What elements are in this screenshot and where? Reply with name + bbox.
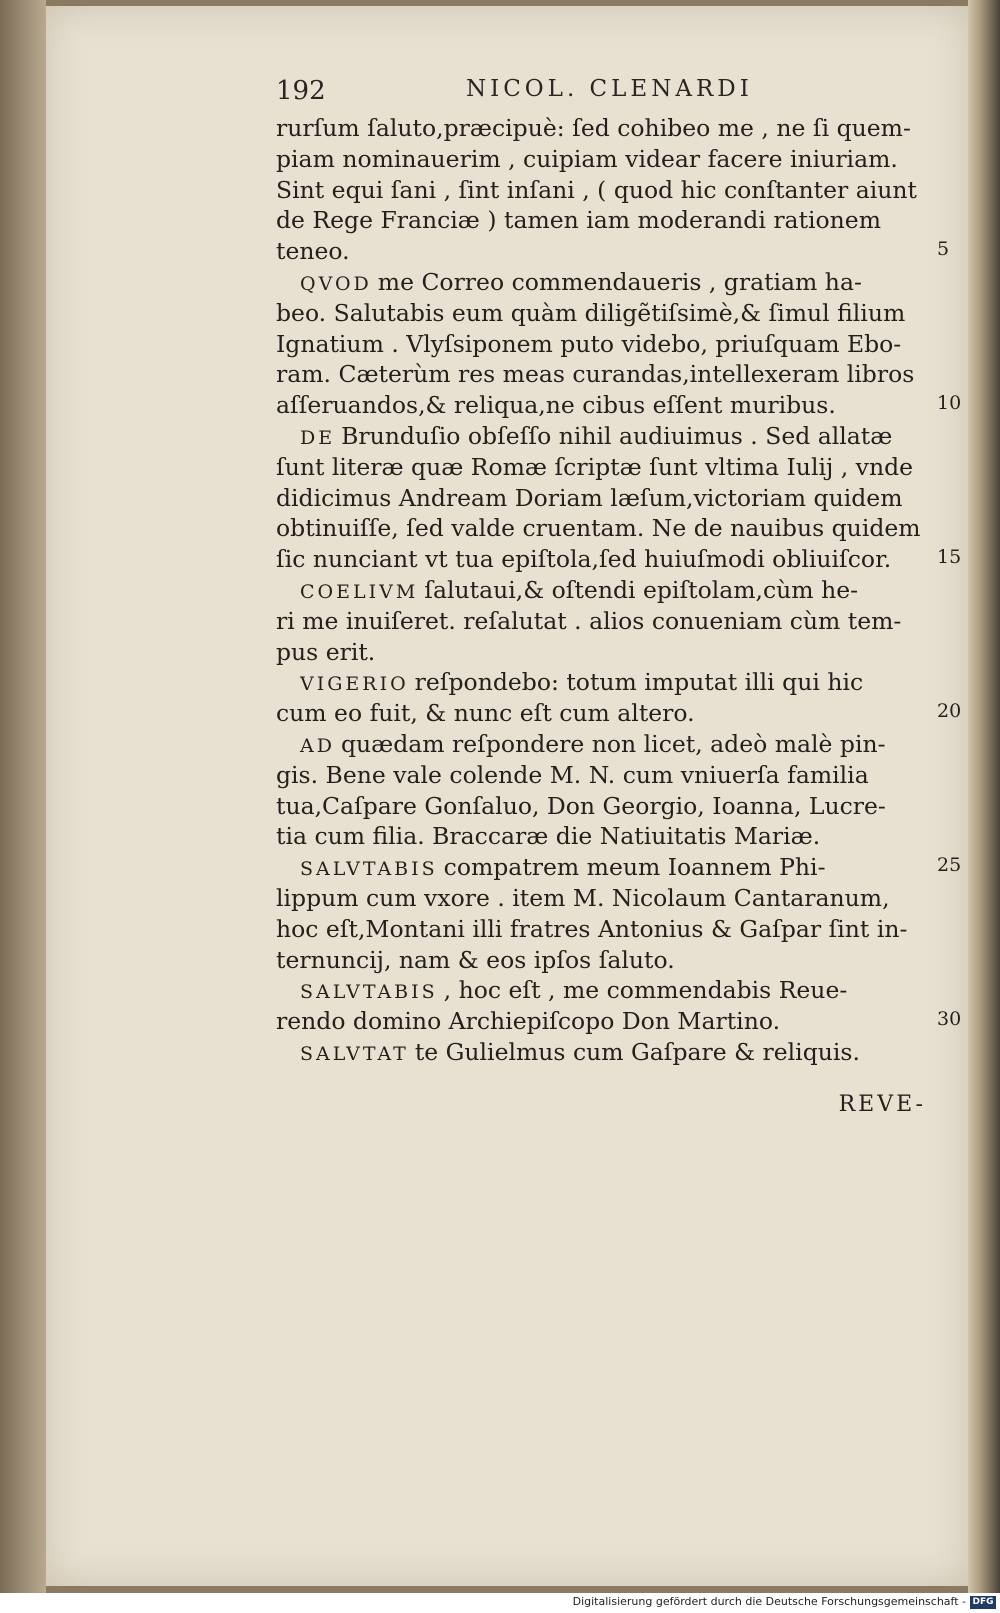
line-text: rurſum ſaluto,præcipuè: ſed cohibeo me , ne ſi quem- (276, 114, 911, 142)
line-text: de Rege Franciæ ) tamen iam moderandi rationem (276, 206, 881, 235)
line-text: ternuncij, nam & eos ipſos ſaluto. (276, 945, 675, 974)
text-line (276, 729, 926, 760)
line-text: obtinuiſſe, ſed valde cruentam. Ne de nauibus quidem (276, 514, 921, 543)
text-line (276, 205, 926, 236)
dfg-logo: DFG (970, 1596, 996, 1609)
paragraph-lead-word: QVOD (300, 272, 372, 295)
line-text: me Correo commendaueris , gratiam ha- (377, 267, 862, 296)
line-text: te Gulielmus cum Gaſpare & reliquis. (414, 1037, 860, 1066)
paragraph-lead-word: SALVTABIS (300, 981, 438, 1004)
paragraph-lead-word: SALVTABIS (300, 858, 438, 881)
line-text: pus erit. (276, 637, 376, 666)
book-cover-edge (0, 0, 46, 1593)
text-line (276, 421, 926, 452)
text-line (276, 945, 926, 976)
text-line (276, 575, 926, 606)
line-text: ſunt literæ quæ Romæ ſcriptæ ſunt vltima Iulij , vnde (276, 452, 914, 481)
line-text: teneo. (276, 237, 350, 266)
line-text: didicimus Andream Doriam læſum,victoriam quidem (276, 483, 903, 512)
paragraph-lead-word: COELIVM (300, 580, 419, 603)
text-line (276, 821, 926, 852)
line-text: rendo domino Archiepiſcopo Don Martino. (276, 1007, 781, 1036)
page-header (276, 76, 928, 116)
line-text: piam nominauerim , cuipiam videar facere iniuriam. (276, 144, 898, 173)
text-line (276, 513, 926, 544)
line-text: Ignatium . Vlyſsiponem puto videbo, priuſquam Ebo- (276, 329, 902, 358)
text-line (276, 298, 926, 329)
line-text: beo. Salutabis eum quàm diligẽtiſsimè,& ſimul filium (276, 298, 906, 327)
body-text (276, 113, 926, 1121)
line-text: quædam reſpondere non licet, adeò malè pin- (340, 729, 886, 758)
running-head: NICOL. CLENARDI (466, 76, 753, 102)
text-line (276, 1037, 926, 1068)
line-text: gis. Bene vale colende M. N. cum vniuerſa familia (276, 760, 869, 789)
margin-line-number: 15 (937, 546, 962, 569)
footer-bar (0, 1593, 1000, 1613)
margin-line-number: 5 (937, 238, 950, 261)
text-line (276, 1006, 926, 1037)
line-text: ſic nunciant vt tua epiſtola,ſed huiuſmodi obliuiſcor. (276, 545, 892, 574)
text-line (276, 883, 926, 914)
text-line (276, 236, 926, 267)
line-text: lippum cum vxore . item M. Nicolaum Cantaranum, (276, 883, 890, 912)
line-text: tua,Caſpare Gonſaluo, Don Georgio, Ioanna, Lucre- (276, 791, 886, 820)
text-line (276, 175, 926, 206)
text-line (276, 329, 926, 360)
paragraph-lead-word: AD (300, 734, 335, 757)
line-text: reſpondebo: totum imputat illi qui hic (414, 668, 864, 697)
line-text: Brunduſio obſeſſo nihil audiuimus . Sed allatæ (341, 421, 893, 450)
line-text: , hoc eſt , me commendabis Reue- (443, 976, 848, 1005)
paragraph-lead-word: SALVTAT (300, 1042, 409, 1065)
line-text: ri me inuiſeret. reſalutat . alios conueniam cùm tem- (276, 606, 902, 635)
line-text: tia cum filia. Braccaræ die Natiuitatis Mariæ. (276, 822, 821, 851)
text-line (276, 544, 926, 575)
margin-line-number: 25 (937, 854, 962, 877)
text-line (276, 144, 926, 175)
line-text: Sint equi ſani , ſint inſani , ( quod hic conſtanter aiunt (276, 175, 917, 204)
paragraph-lead-word: VIGERIO (300, 673, 409, 696)
text-line (276, 760, 926, 791)
line-text: ram. Cæterùm res meas curandas,intellexeram libros (276, 360, 915, 389)
text-line (276, 914, 926, 945)
text-line (276, 637, 926, 668)
paragraph-lead-word: DE (300, 426, 336, 449)
line-text: compatrem meum Ioannem Phi- (443, 853, 826, 882)
text-line (276, 390, 926, 421)
margin-line-number: 30 (937, 1008, 962, 1031)
funding-credit: Digitalisierung gefördert durch die Deutsche Forschungsgemeinschaft - (572, 1595, 966, 1608)
text-line (276, 606, 926, 637)
line-text: hoc eſt,Montani illi fratres Antonius & Gaſpar ſint in- (276, 914, 908, 943)
catchword: REVE- (838, 1091, 926, 1117)
text-line (276, 667, 926, 698)
page-number: 192 (276, 76, 326, 106)
text-line (276, 698, 926, 729)
line-text: cum eo fuit, & nunc eſt cum altero. (276, 699, 695, 728)
margin-line-number: 10 (937, 392, 962, 415)
text-line (276, 359, 926, 390)
text-line (276, 852, 926, 883)
text-line (276, 452, 926, 483)
line-text: ſalutaui,& oſtendi epiſtolam,cùm he- (424, 575, 859, 604)
text-line (276, 113, 926, 144)
text-line (276, 791, 926, 822)
text-line (276, 267, 926, 298)
margin-line-number: 20 (937, 700, 962, 723)
text-line (276, 483, 926, 514)
text-line (276, 975, 926, 1006)
line-text: aſſeruandos,& reliqua,ne cibus eſſent muribus. (276, 391, 836, 420)
page-gutter-shadow (968, 0, 1000, 1593)
